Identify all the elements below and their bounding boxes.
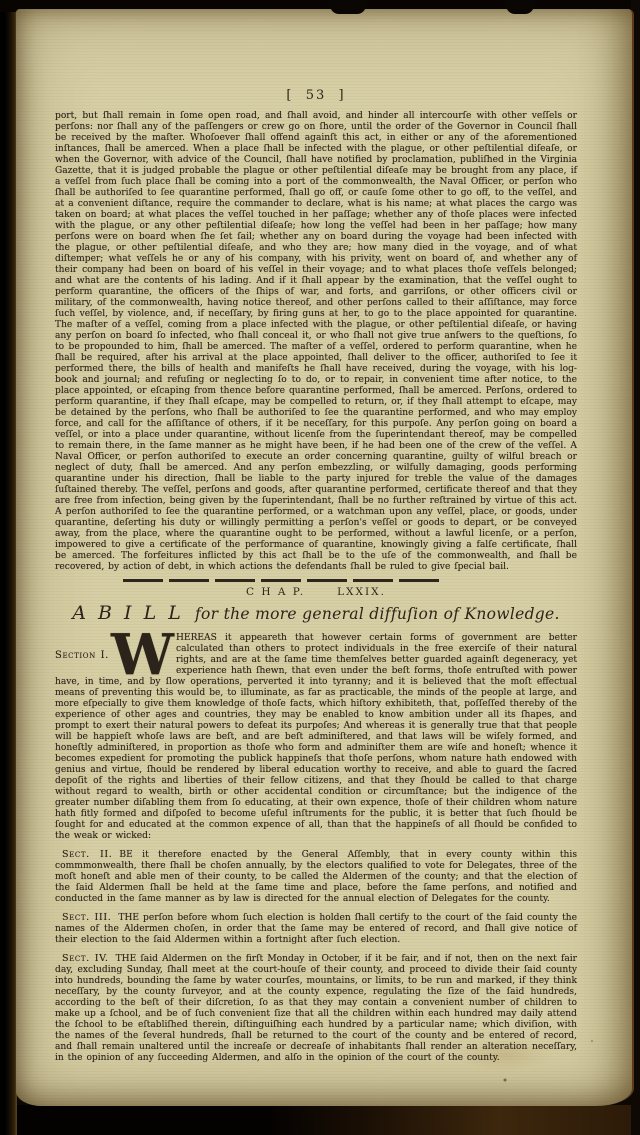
section-4-paragraph	[55, 953, 577, 1064]
section-4-text: THE ſaid Aldermen on the firſt Monday in October, if it be fair, and if not, then on the next fair day, excluding Sunday, ſhall meet at the court-houſe of their county, and proceed to divide their ſaid county into hundreds, bounding the ſame by water courſes, mountains, or limits, to be run and marked, if they think neceſſary, by the county ſurveyor, and at the county expence, regulating the ſize of the ſaid hundreds, according to the beſt of their diſcretion, ſo as that they may contain a convenient number of children to make up a ſchool, and be of ſuch convenient ſize that all the children within each hundred may daily attend the ſchool to be eſtabliſhed therein, diſtinguiſhing each hundred by a particular name; which diviſion, with the names of the ſeveral hundreds, ſhall be returned to the court of the county and be entered of record, and ſhall remain unaltered until the increaſe or decreaſe of inhabitants ſhall render an alteration neceſſary, in the opinion of any ſucceeding Aldermen, and alſo in the opinion of the court of the county.	[55, 954, 578, 1063]
section-2-text: BE it therefore enacted by the General Aſſembly, that in every county within this commmonwealth, there ſhall be choſen annually, by the electors qualified to vote for Delegates, three of the moſt honeſt and able men of their county, to be called the Aldermen of the county; and that the election of the ſaid Aldermen ſhall be held at the ſame time and place, before the ſame perſons, and notified and conducted in the ſame manner as by law is directed for the annual election of Delegates for the county.	[55, 850, 577, 904]
section-3-paragraph	[55, 912, 577, 946]
section-divider-rule	[123, 579, 445, 582]
page-number: [ 53 ]	[286, 88, 346, 103]
section-1-head	[55, 622, 176, 688]
binding-bump-right	[506, 0, 534, 14]
dropcap-w: W	[111, 622, 174, 688]
section-2-label: Sect. II.	[62, 849, 113, 860]
section-1-paragraph	[55, 622, 577, 842]
quarantine-act-paragraph: port, but ſhall remain in ſome open road, and ſhall avoid, and hinder all intercourſe with other veſſels or perſons: nor ſhall any of the paſſengers or crew go on ſhore, until the order of the Governor in Council ſhall be received by the maſter. Whoſoever ſhall offend againſt this act, in either or any of the aforementioned inſtances, ſhall be amerced. When a place ſhall be infected with the plague, or other peſtilential diſeaſe, or when the Governor, with advice of the Council, ſhall have notified by proclamation, publiſhed in the Virginia Gazette, that it is judged probable the plague or other peſtilential diſeaſe may be brought from any place, if a veſſel from ſuch place ſhall be coming into a port of the commonwealth, the Naval Officer, or perſon who ſhall be authoriſed to ſee quarantine performed, ſhall go off, or cauſe ſome other to go off, to the veſſel, and at a convenient diſtance, require the commander to declare, what is his name; at what places the cargo was taken on board; at what places the veſſel touched in her paſſage; whether any of thoſe places were infected with the plague, or any other peſtilential diſeaſe; how long the veſſel had been in her paſſage; how many perſons were on board when ſhe ſet ſail; whether any on board during the voyage had been infected with the plague, or other peſtilential diſeaſe, and who they are; how many died in the voyage, and of what diſtemper; what veſſels he or any of his company, with his privity, went on board of, and whether any of their company had been on board of his veſſel in their voyage; and to what places thoſe veſſels belonged; and what are the contents of his lading. And if it ſhall appear by the examination, that the veſſel ought to perform quarantine, the officers of the ſhips of war, and forts, and garriſons, or other officers civil or military, of the commonwealth, having notice thereof, and other perſons called to their aſſiſtance, may force ſuch veſſel, by violence, and, if neceſſary, by firing guns at her, to go to the place appointed for quarantine. The maſter of a veſſel, coming from a place infected with the plague, or other peſtilential diſeaſe, or having any perſon on board ſo infected, who ſhall conceal it, or who ſhall not give true anſwers to the queſtions, ſo to be propounded to him, ſhall be amerced. The maſter of a veſſel, ordered to perform quarantine, when he ſhall be required, after his arrival at the place appointed, ſhall deliver to the officer, authoriſed to ſee it performed there, the bills of health and manifeſts he ſhall have received, during the voyage, with his log-book and journal; and refuſing or neglecting ſo to do, or to repair, in convenient time after notice, to the place appointed, or eſcaping from thence before quarantine performed, ſhall be amerced. Perſons, ordered to perform quarantine, if they ſhall eſcape, may be compelled to return, or, if they ſhall attempt to eſcape, may be detained by the perſons, who ſhall be authoriſed to ſee the quarantine performed, and who may employ force, and call for the aſſiſtance of others, if it be neceſſary, for this purpoſe. Any perſon going on board a veſſel, or into a place under quarantine, without licenſe from the ſuperintendant thereof, may be compelled to remain there, in the ſame manner as he might have been, if he had been one of the crew of the veſſel. A Naval Officer, or perſon authoriſed to execute an order concerning quarantine, guilty of wilful breach or neglect of duty, ſhall be amerced. And any perſon embezzling, or wilfully damaging, goods performing quarantine under his direction, ſhall be liable to the party injured for treble the value of the damages ſuſtained thereby. The veſſel, perſons and goods, after quarantine performed, certificate thereof and that they are free from infection, being given by the ſuperintendant, ſhall be no further reſtrained by virtue of this act. A perſon authoriſed to ſee the quarantine performed, or a watchman upon any veſſel, place, or goods, under quarantine, deſerting his duty or willingly permitting a perſon's veſſel or goods to depart, or be conveyed away, from the place, where the quarantine ought to be performed, without a lawful licenſe, or a perſon, impowered to give a certificate of the performance of quarantine, knowingly giving a falſe certificate, ſhall be amerced. The forfeitures inflicted by this act ſhall be to the uſe of the commonwealth, and ſhall be recovered, by action of debt, in which actions the defendants ſhall be ruled to give ſpecial bail.	[55, 111, 577, 572]
section-4-label: Sect. IV.	[62, 953, 109, 964]
page-content	[55, 88, 577, 1064]
chapter-heading: C H A P. LXXIX.	[246, 586, 386, 598]
section-3-text: THE perſon before whom ſuch election is holden ſhall certify to the court of the ſaid county the names of the Aldermen choſen, in order that the ſame may be entered of record, and ſhall give notice of their election to the ſaid Aldermen within a fortnight after ſuch election.	[55, 913, 577, 945]
binding-bump-left	[330, 0, 366, 14]
bill-title-prefix: A B I L L	[72, 602, 184, 624]
section-1-label: Section I.	[55, 649, 109, 661]
section-3-label: Sect. III.	[62, 912, 112, 923]
bill-title	[55, 601, 577, 626]
book-page	[16, 9, 634, 1106]
book-gutter-pages	[0, 0, 17, 1135]
table-edge	[0, 1105, 640, 1135]
section-2-paragraph	[55, 849, 577, 905]
bill-title-rest: for the more general diffuſion of Knowledge.	[194, 605, 560, 623]
section-1-text: HEREAS it appeareth that however certain forms of government are better calculated than others to protect individuals in the free exerciſe of their natural rights, and are at the ſame time themſelves better guarded againſt degeneracy, yet experience hath ſhewn, that even under the beſt forms, thoſe entruſted with power have, in time, and by ſlow operations, perverted it into tyranny; and it is believed that the moſt effectual means of preventing this would be, to illuminate, as far as practicable, the minds of the people at large, and more eſpecially to give them knowledge of thoſe facts, which hiſtory exhibiteth, that, poſſeſſed thereby of the experience of other ages and countries, they may be enabled to know ambition under all its ſhapes, and prompt to exert their natural powers to defeat its purpoſes; And whereas it is generally true that that people will be happieſt whoſe laws are beſt, and are beſt adminiſtered, and that laws will be wiſely formed, and honeſtly adminiſtered, in proportion as thoſe who form and adminiſter them are wiſe and honeſt; whence it becomes expedient for promoting the publick happineſs that thoſe perſons, whom nature hath endowed with genius and virtue, ſhould be rendered by liberal education worthy to receive, and able to guard the ſacred depoſit of the rights and liberties of their fellow citizens, and that they ſhould be called to that charge without regard to wealth, birth or other accidental condition or circumſtance; but the indigence of the greater number diſabling them from ſo educating, at their own expence, thoſe of their children whom nature hath fitly formed and diſpoſed to become uſeful inſtruments for the public, it is better that ſuch ſhould be ſought for and educated at the common expence of all, than that the happineſs of all ſhould be confided to the weak or wicked:	[55, 633, 577, 841]
